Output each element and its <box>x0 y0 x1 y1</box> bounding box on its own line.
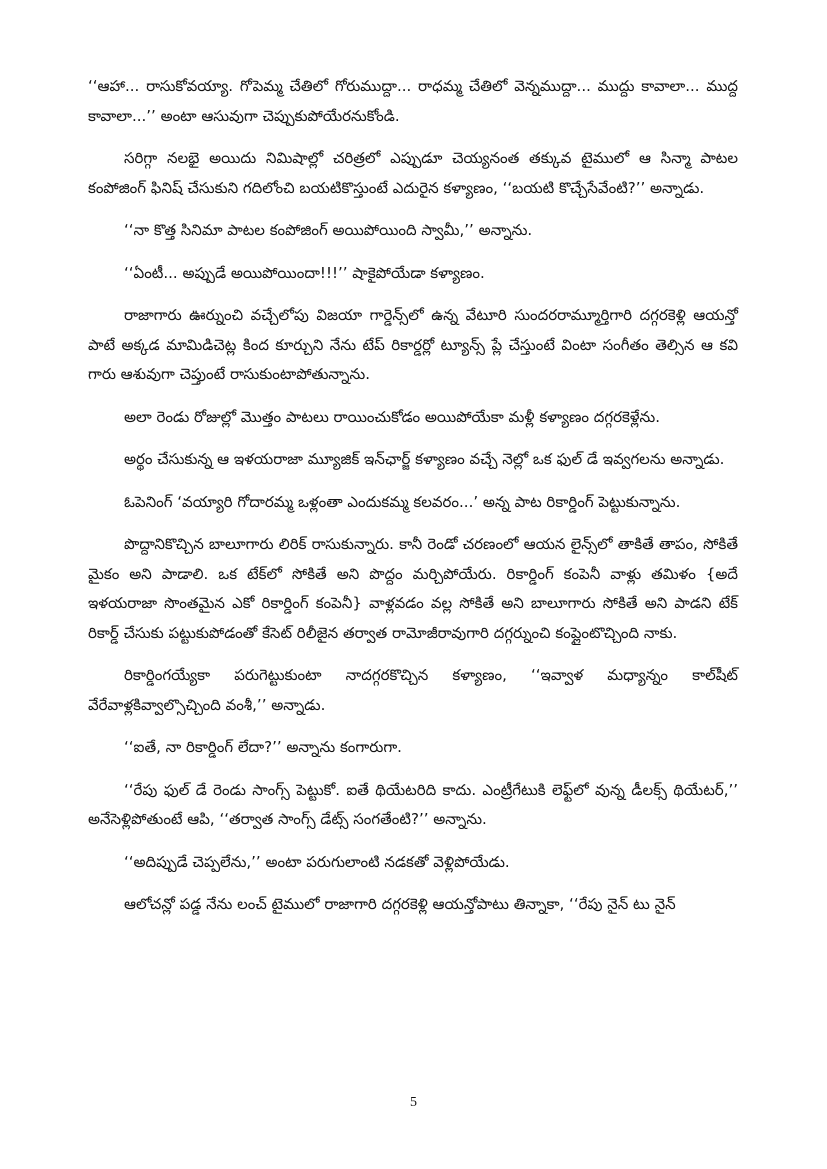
paragraph-8: ఓపెనింగ్ ‘వయ్యారి గోదారమ్మ ఒళ్లంతా ఎందుకమ్మ కలవరం...’ అన్న పాట రికార్డింగ్ పెట్టుకున్నాను. <box>124 492 681 511</box>
paragraph-11: ‘‘ఐతే, నా రికార్డింగ్ లేదా?’’ అన్నాను కంగారుగా. <box>124 738 402 756</box>
paragraph-10: రికార్డింగయ్యేకా పరుగెట్టుకుంటా నాదగ్గరకొచ్చిన కళ్యాణం, ‘‘ఇవ్వాళ మధ్యాన్నం కాల్‌షీట్ వేరేవాళ్లకివ్వాల్సొచ్చింది వంశీ,’’ అన్నాడు. <box>88 666 738 714</box>
paragraph-2: సరిగ్గా నలభై అయిదు నిమిషాల్లో చరిత్రలో ఎప్పుడూ చెయ్యనంత తక్కువ టైములో ఆ సిన్మా పాటల కంపోజింగ్ ఫినిష్ చేసుకుని గదిలోంచి బయటికొస్తుంటే ఎదురైన కళ్యాణం, ‘‘బయటి కొచ్చేసేవేంటి?’’ అన్నాడు. <box>88 149 738 197</box>
paragraph-9: పొద్దానికొచ్చిన బాలూగారు లిరిక్ రాసుకున్నారు. కానీ రెండో చరణంలో ఆయన లైన్స్‌లో తాకితే తాపం, సోకితే మైకం అని పాడాలి. ఒక టేక్‌లో సోకితే అని పొద్దం మర్చిపోయేరు. రికార్డింగ్ కంపెనీ వాళ్లు తమిళం {అదే ఇళయరాజా సొంతమైన ఎకో రికార్డింగ్ కంపెనీ} వాళ్లవడం వల్ల సోకితే అని బాలూగారు సోకితే అని పాడని టేక్ రికార్డ్ చేసుకు పట్టుకుపోడంతో కేసెట్ రిలీజైన తర్వాత రామోజీరావుగారి దగ్గర్నుంచి కంప్లైంటొచ్చింది నాకు. <box>88 535 738 642</box>
paragraph-3: ‘‘నా కొత్త సినిమా పాటల కంపోజింగ్ అయిపోయింది స్వామీ,’’ అన్నాను. <box>124 221 533 239</box>
paragraph-5: రాజాగారు ఊర్నుంచి వచ్చేలోపు విజయా గార్డెన్స్‌లో ఉన్న వేటూరి సుందరరామ్మూర్తిగారి దగ్గరకెళ్లి ఆయన్తో పాటే అక్కడ మామిడిచెట్ల కింద కూర్చుని నేను టేప్ రికార్డర్లో ట్యూన్స్ ప్లే చేస్తుంటే వింటా సంగీతం తెల్సిన ఆ కవి గారు ఆశువుగా చెప్తుంటే రాసుకుంటాపోతున్నాను. <box>88 306 738 383</box>
paragraph-13: ‘‘అదిప్పుడే చెప్పలేను,’’ అంటా పరుగులాంటి నడకతో వెళ్లిపోయేడు. <box>124 852 510 871</box>
body-text <box>88 72 738 933</box>
paragraph-1: ‘‘ఆహా... రాసుకోవయ్యా. గోపెమ్మ చేతిలో గోరుముద్దా... రాధమ్మ చేతిలో వెన్నముద్దా... ముద్దు కావాలా... ముద్ద కావాలా...’’ అంటా ఆసువుగా చెప్పుకుపోయేరనుకోండి. <box>88 77 738 125</box>
page-number: 5 <box>410 1095 417 1110</box>
paragraph-14: ఆలోచన్లో పడ్డ నేను లంచ్ టైములో రాజాగారి దగ్గరకెళ్లి ఆయన్తోపాటు తిన్నాకా, ‘‘రేపు నైన్ టు నైన్ <box>124 895 676 913</box>
paragraph-7: అర్థం చేసుకున్న ఆ ఇళయరాజా మ్యూజిక్ ఇన్‌ఛార్జ్ కళ్యాణం వచ్చే నెల్లో ఒక ఫుల్ డే ఇవ్వగలను అన్నాడు. <box>124 450 725 468</box>
paragraph-12: ‘‘రేపు ఫుల్ డే రెండు సాంగ్స్ పెట్టుకో. ఐతే థియేటరిది కాదు. ఎంట్రీగేటుకి లెఫ్ట్‌లో వున్న డీలక్స్ థియేటర్,’’ అనేసెళ్లిపోతుంటే ఆపి, ‘‘తర్వాత సాంగ్స్ డేట్స్ సంగతేంటి?’’ అన్నాను. <box>88 780 738 828</box>
paragraph-6: అలా రెండు రోజుల్లో మొత్తం పాటలు రాయించుకోడం అయిపోయేకా మళ్లీ కళ్యాణం దగ్గరకెళ్లేను. <box>124 407 660 426</box>
paragraph-4: ‘‘ఏంటీ... అప్పుడే అయిపోయిందా!!!’’ షాకైపోయేడా కళ్యాణం. <box>124 263 485 282</box>
